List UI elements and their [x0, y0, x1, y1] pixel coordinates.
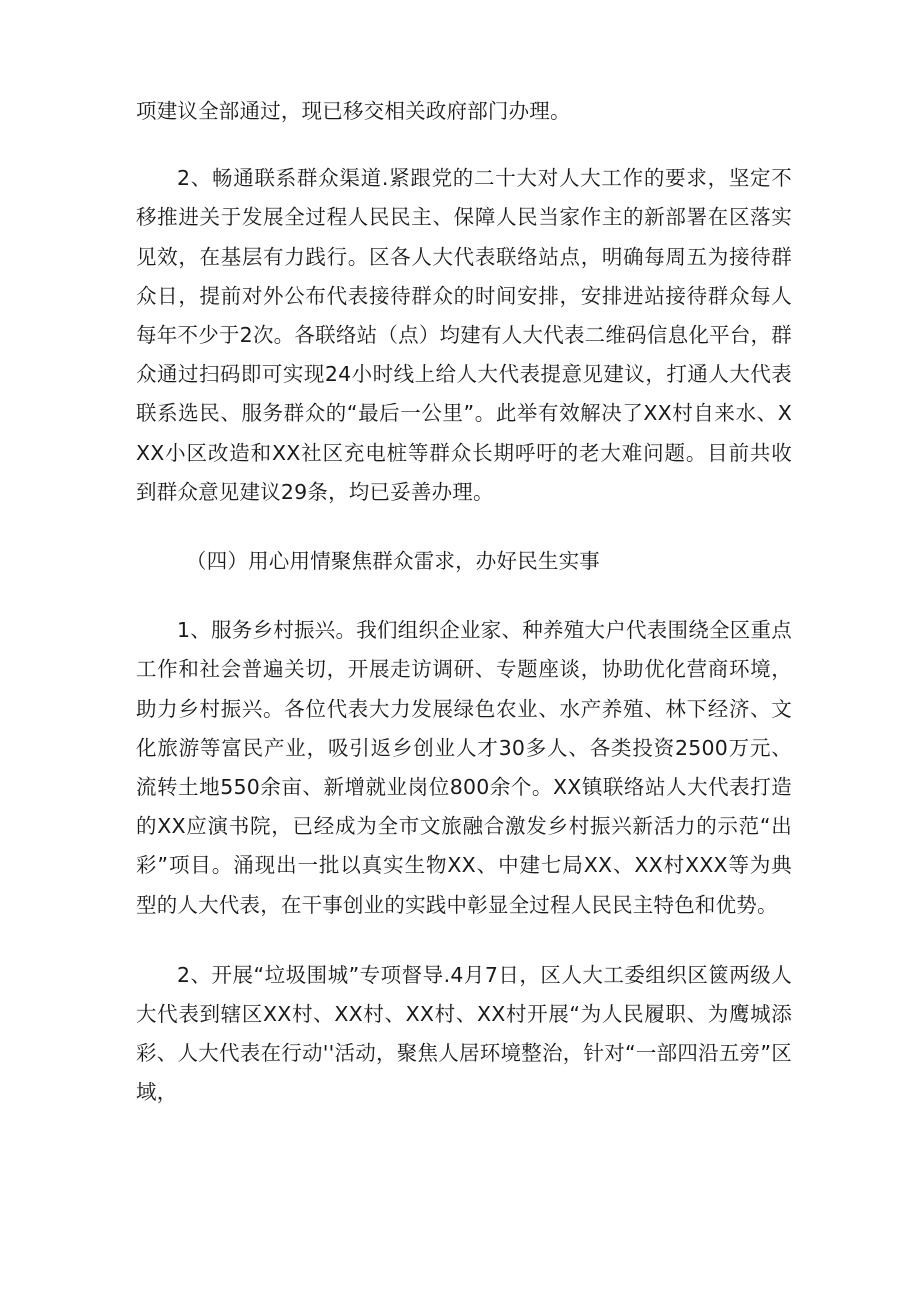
paragraph-contact-channels: 2、畅通联系群众渠道.紧跟党的二十大对人大工作的要求，坚定不移推进关于发展全过程人民民主、保障人民当家作主的新部署在区落实见效，在基层有力践行。区各人大代表联络站点，明确每周五为接待群众日，提前对外公布代表接待群众的时间安排，安排进站接待群众每人每年不少于2次。各联络站（点）均建有人大代表二维码信息化平台，群众通过扫码即可实现24小时线上给人大代表提意见建议，打通人大代表联系选民、服务群众的“最后一公里”。此举有效解决了XX村自来水、XXX小区改造和XX社区充电桩等群众长期呼吁的老大难问题。目前共收到群众意见建议29条，均已妥善办理。: [136, 166, 792, 504]
paragraph-continuation: 项建议全部通过，现已移交相关政府部门办理。: [136, 99, 571, 123]
section-heading: （四）用心用情聚焦群众雷求，办好民生实事: [186, 549, 600, 574]
document-body: [136, 92, 792, 1113]
paragraph-garbage-supervision: 2、开展“垃圾围城”专项督导.4月7日，区人大工委组织区篋两级人大代表到辖区XX村、XX村、XX村、XX村开展“为人民履职、为鹰城添彩、人大代表在行动''活动，聚焦人居环境整治，针对“一部四沿五旁”区域，: [136, 962, 792, 1105]
paragraph-rural-revitalization: 1、服务乡村振兴。我们组织企业家、种养殖大户代表围绕全区重点工作和社会普遍关切，开展走访调研、专题座谈，协助优化营商环境，助力乡村振兴。各位代表大力发展绿色农业、水产养殖、林下经济、文化旅游等富民产业，吸引返乡创业人才30多人、各类投资2500万元、流转土地550余亩、新增就业岗位800余个。XX镇联络站人大代表打造的XX应演书院，已经成为全市文旅融合激发乡村振兴新活力的示范“出彩”项目。涌现出一批以真实生物XX、中建七局XX、XX村XXX等为典型的人大代表，在干事创业的实践中彰显全过程人民民主特色和优势。: [136, 618, 792, 917]
